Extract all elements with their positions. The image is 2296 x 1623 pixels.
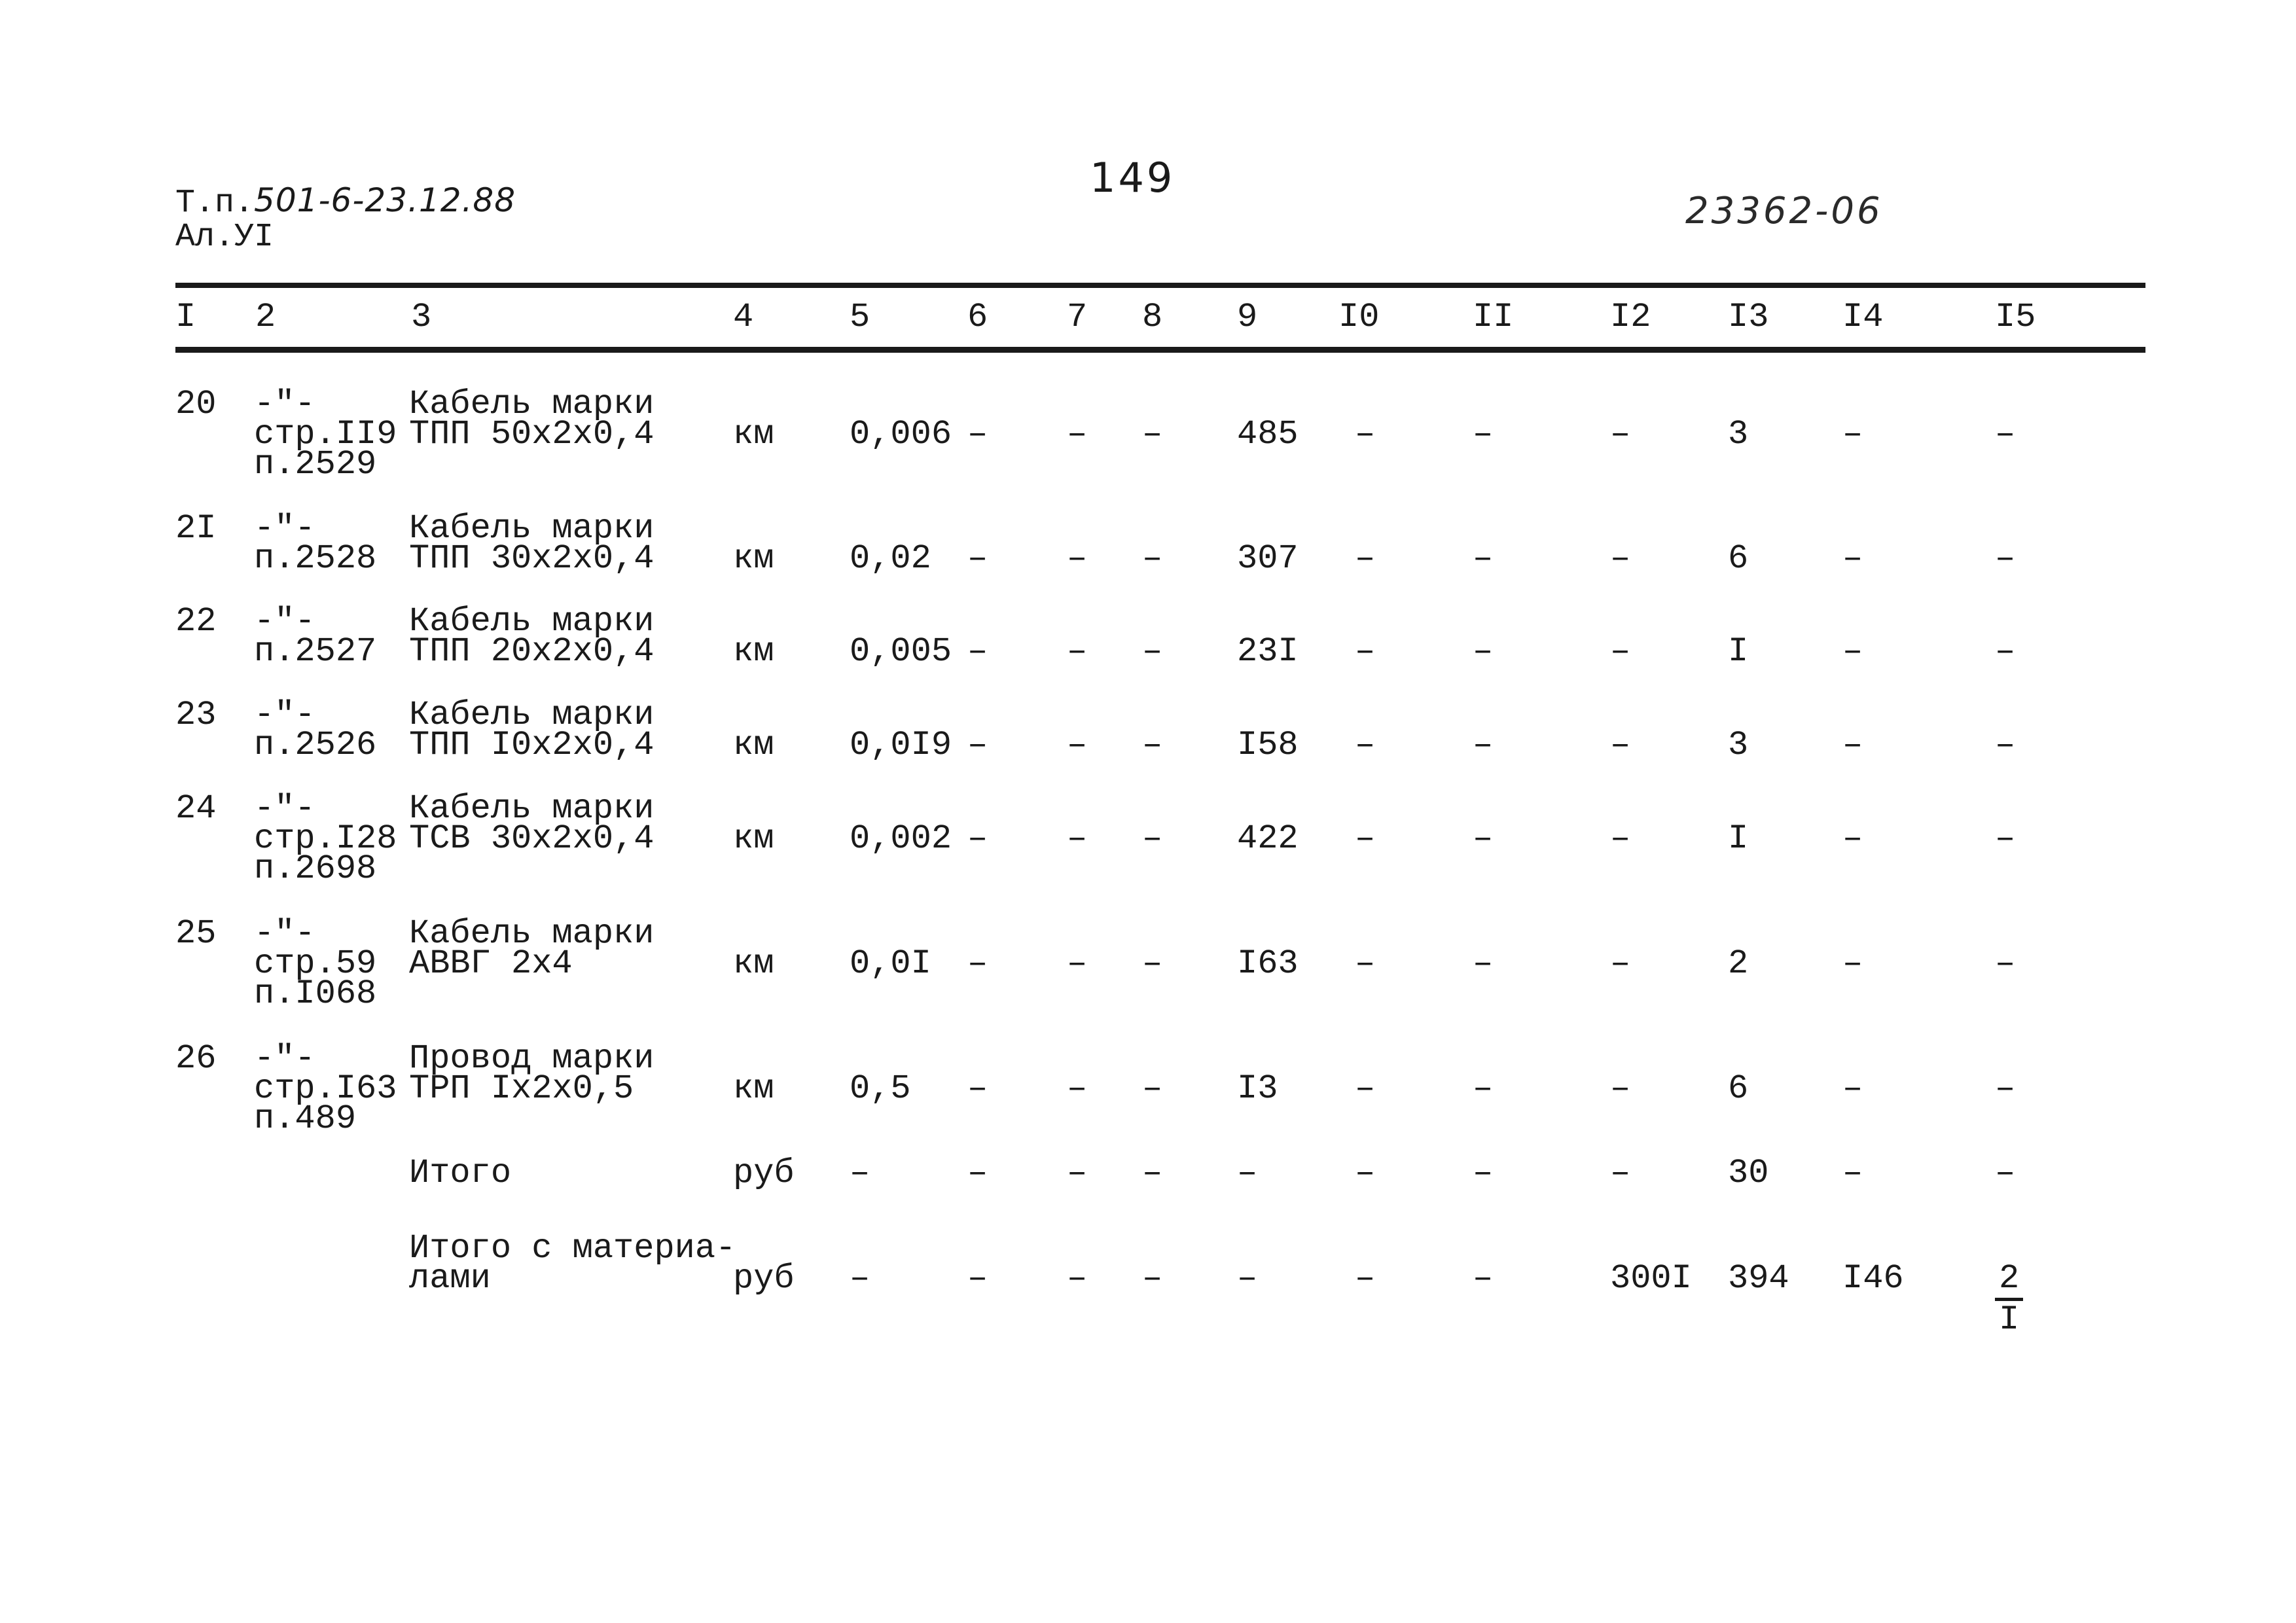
row-number: 24 [175, 789, 217, 828]
document-code: 23362-06 [1685, 190, 1883, 232]
row-cell-c8: – [1142, 415, 1163, 454]
row-cell-c9: 422 [1237, 819, 1299, 858]
total-cell-c15: – [1995, 1154, 2016, 1192]
row-item-name-line: АВВГ 2x4 [409, 944, 573, 983]
column-header-9: 9 [1237, 298, 1258, 336]
row-cell-c10: – [1355, 415, 1376, 454]
row-cell-unit: км [733, 539, 774, 578]
album-label: Ал.УI [175, 219, 274, 256]
total-cell-c7: – [1067, 1154, 1088, 1192]
row-item-name-line: Кабель марки [409, 914, 655, 953]
row-source-line: п.2528 [254, 539, 377, 578]
row-cell-c13: 2 [1728, 944, 1749, 983]
column-header-13: I3 [1728, 298, 1769, 336]
row-number: 2I [175, 509, 217, 548]
total-cell-c9: – [1237, 1259, 1258, 1298]
row-cell-unit: км [733, 819, 774, 858]
row-source-line: -"- [254, 509, 315, 548]
row-item-name-line: ТПП 50x2x0,4 [409, 415, 655, 454]
row-item-name-line: Кабель марки [409, 509, 655, 548]
row-cell-c15: – [1995, 944, 2016, 983]
total-cell-c14: I46 [1842, 1259, 1904, 1298]
row-cell-c14: – [1842, 944, 1863, 983]
column-header-10: I0 [1338, 298, 1380, 336]
row-cell-c10: – [1355, 726, 1376, 764]
row-source-line: п.2529 [254, 445, 377, 484]
total-cell-qty: – [850, 1259, 870, 1298]
total-cell-c11: – [1473, 1154, 1494, 1192]
total-cell-c12: 300I [1610, 1259, 1692, 1298]
row-cell-c12: – [1610, 1069, 1631, 1108]
row-cell-c14: – [1842, 539, 1863, 578]
row-item-name-line: Провод марки [409, 1039, 655, 1078]
row-cell-c6: – [967, 415, 988, 454]
row-cell-c8: – [1142, 539, 1163, 578]
row-cell-unit: км [733, 944, 774, 983]
column-header-11: II [1473, 298, 1514, 336]
row-cell-c7: – [1067, 726, 1088, 764]
row-source-line: -"- [254, 602, 315, 641]
row-cell-qty: 0,006 [850, 415, 952, 454]
row-cell-c9: 23I [1237, 632, 1299, 671]
row-source-line: стр.I63 [254, 1069, 397, 1108]
row-cell-c13: 3 [1728, 415, 1749, 454]
row-cell-c7: – [1067, 632, 1088, 671]
column-header-15: I5 [1995, 298, 2036, 336]
total-cell-c6: – [967, 1259, 988, 1298]
row-cell-c8: – [1142, 944, 1163, 983]
total-cell-c10: – [1355, 1259, 1376, 1298]
total-cell-c8: – [1142, 1259, 1163, 1298]
row-cell-c11: – [1473, 726, 1494, 764]
row-cell-c11: – [1473, 539, 1494, 578]
total-label-line: лами [409, 1259, 491, 1298]
row-cell-c12: – [1610, 539, 1631, 578]
row-cell-c8: – [1142, 726, 1163, 764]
row-cell-c14: – [1842, 726, 1863, 764]
row-cell-c8: – [1142, 632, 1163, 671]
row-cell-c9: 485 [1237, 415, 1299, 454]
row-cell-qty: 0,5 [850, 1069, 911, 1108]
row-source-line: п.2527 [254, 632, 377, 671]
row-cell-c11: – [1473, 1069, 1494, 1108]
column-header-14: I4 [1842, 298, 1884, 336]
row-cell-c6: – [967, 819, 988, 858]
row-cell-c11: – [1473, 415, 1494, 454]
row-cell-c11: – [1473, 944, 1494, 983]
row-source-line: п.I068 [254, 974, 377, 1013]
row-cell-c15: – [1995, 539, 2016, 578]
total-cell-qty: – [850, 1154, 870, 1192]
total-cell-c13: 394 [1728, 1259, 1789, 1298]
column-header-8: 8 [1142, 298, 1163, 336]
reference-prefix: Т.п. [175, 185, 255, 222]
row-source-line: п.2526 [254, 726, 377, 764]
row-cell-c10: – [1355, 539, 1376, 578]
row-item-name-line: ТПП 30x2x0,4 [409, 539, 655, 578]
row-cell-c10: – [1355, 944, 1376, 983]
total-cell-c8: – [1142, 1154, 1163, 1192]
column-header-1: I [175, 298, 196, 336]
total-cell-c15-fraction [1995, 1260, 2023, 1339]
row-cell-c9: I63 [1237, 944, 1299, 983]
row-item-name-line: Кабель марки [409, 385, 655, 423]
row-cell-c6: – [967, 539, 988, 578]
row-item-name-line: ТСВ 30x2x0,4 [409, 819, 655, 858]
row-cell-c9: 307 [1237, 539, 1299, 578]
row-cell-c12: – [1610, 415, 1631, 454]
row-source-line: п.489 [254, 1099, 357, 1138]
column-header-12: I2 [1610, 298, 1651, 336]
row-source-line: стр.59 [254, 944, 377, 983]
row-cell-c6: – [967, 726, 988, 764]
row-cell-c12: – [1610, 819, 1631, 858]
column-header-4: 4 [733, 298, 754, 336]
row-cell-c14: – [1842, 415, 1863, 454]
row-cell-c12: – [1610, 632, 1631, 671]
total-cell-c10: – [1355, 1154, 1376, 1192]
page-number: 149 [1090, 154, 1175, 202]
row-cell-c13: 6 [1728, 1069, 1749, 1108]
total-label-line: Итого с материа- [409, 1229, 736, 1268]
row-cell-c9: I3 [1237, 1069, 1278, 1108]
row-source-line: -"- [254, 1039, 315, 1078]
row-cell-c9: I58 [1237, 726, 1299, 764]
row-number: 23 [175, 696, 217, 734]
row-cell-c10: – [1355, 632, 1376, 671]
column-header-6: 6 [967, 298, 988, 336]
row-cell-c8: – [1142, 819, 1163, 858]
reference-number: 501-6-23.12.88 [254, 181, 516, 219]
row-cell-c13: 3 [1728, 726, 1749, 764]
row-item-name-line: Кабель марки [409, 696, 655, 734]
row-cell-unit: км [733, 726, 774, 764]
row-cell-c15: – [1995, 632, 2016, 671]
column-header-3: 3 [411, 298, 432, 336]
column-header-5: 5 [850, 298, 870, 336]
row-cell-c15: – [1995, 819, 2016, 858]
row-number: 20 [175, 385, 217, 423]
total-cell-c13: 30 [1728, 1154, 1769, 1192]
row-cell-c13: I [1728, 632, 1749, 671]
row-cell-c6: – [967, 632, 988, 671]
row-cell-c11: – [1473, 632, 1494, 671]
column-header-2: 2 [255, 298, 276, 336]
row-cell-c13: I [1728, 819, 1749, 858]
fraction-denominator: I [1999, 1300, 2020, 1339]
row-cell-c7: – [1067, 1069, 1088, 1108]
row-cell-c11: – [1473, 819, 1494, 858]
row-cell-unit: км [733, 1069, 774, 1108]
row-item-name-line: Кабель марки [409, 602, 655, 641]
row-source-line: -"- [254, 385, 315, 423]
row-item-name-line: ТПП 20x2x0,4 [409, 632, 655, 671]
row-source-line: -"- [254, 696, 315, 734]
fraction-numerator: 2 [1995, 1260, 2023, 1301]
row-cell-c12: – [1610, 944, 1631, 983]
row-cell-unit: км [733, 415, 774, 454]
row-number: 22 [175, 602, 217, 641]
total-cell-unit: руб [733, 1154, 795, 1192]
row-cell-c15: – [1995, 415, 2016, 454]
row-cell-qty: 0,005 [850, 632, 952, 671]
row-cell-c12: – [1610, 726, 1631, 764]
row-cell-qty: 0,0I [850, 944, 931, 983]
row-source-line: -"- [254, 914, 315, 953]
row-cell-c7: – [1067, 944, 1088, 983]
row-cell-qty: 0,002 [850, 819, 952, 858]
row-source-line: п.2698 [254, 849, 377, 888]
row-cell-unit: км [733, 632, 774, 671]
row-source-line: стр.I28 [254, 819, 397, 858]
row-source-line: -"- [254, 789, 315, 828]
row-cell-c8: – [1142, 1069, 1163, 1108]
total-cell-c11: – [1473, 1259, 1494, 1298]
total-cell-c12: – [1610, 1154, 1631, 1192]
total-cell-c14: – [1842, 1154, 1863, 1192]
row-cell-c14: – [1842, 819, 1863, 858]
row-cell-c6: – [967, 944, 988, 983]
row-cell-c10: – [1355, 819, 1376, 858]
row-cell-c6: – [967, 1069, 988, 1108]
row-cell-c14: – [1842, 1069, 1863, 1108]
row-item-name-line: Кабель марки [409, 789, 655, 828]
row-cell-c7: – [1067, 415, 1088, 454]
row-cell-qty: 0,0I9 [850, 726, 952, 764]
row-number: 26 [175, 1039, 217, 1078]
total-cell-c9: – [1237, 1154, 1258, 1192]
row-cell-c10: – [1355, 1069, 1376, 1108]
column-header-7: 7 [1067, 298, 1088, 336]
total-cell-c6: – [967, 1154, 988, 1192]
row-item-name-line: ТРП Ix2x0,5 [409, 1069, 634, 1108]
total-label-line: Итого [409, 1154, 512, 1192]
row-cell-c7: – [1067, 819, 1088, 858]
row-cell-qty: 0,02 [850, 539, 931, 578]
row-cell-c7: – [1067, 539, 1088, 578]
row-cell-c15: – [1995, 1069, 2016, 1108]
row-source-line: стр.II9 [254, 415, 397, 454]
row-cell-c13: 6 [1728, 539, 1749, 578]
row-cell-c15: – [1995, 726, 2016, 764]
row-item-name-line: ТПП I0x2x0,4 [409, 726, 655, 764]
total-cell-unit: руб [733, 1259, 795, 1298]
total-cell-c7: – [1067, 1259, 1088, 1298]
row-cell-c14: – [1842, 632, 1863, 671]
row-number: 25 [175, 914, 217, 953]
